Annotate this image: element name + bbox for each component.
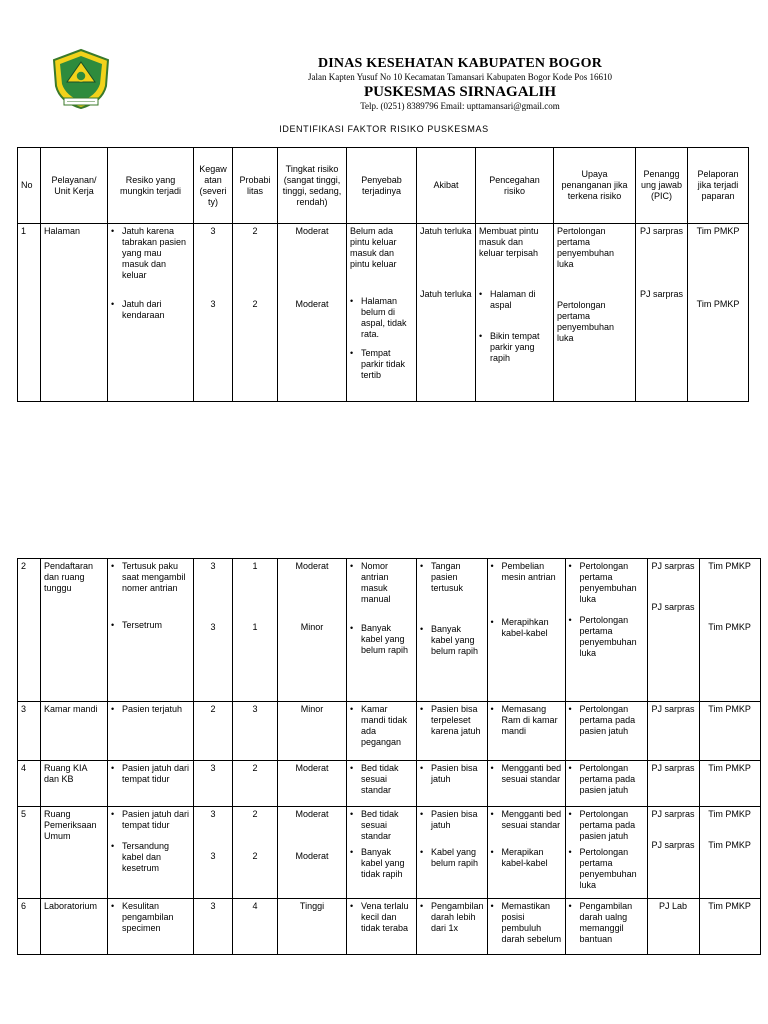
col-header-risk: Resiko yang mungkin terjadi — [108, 148, 194, 224]
list-item: • Pasien jatuh dari tempat tidur — [111, 763, 190, 784]
pic-text: PJ sarpras — [651, 809, 695, 819]
pic-text: PJ sarpras — [647, 761, 699, 807]
table-row — [18, 899, 761, 955]
pic-text: PJ sarpras — [651, 561, 695, 571]
list-item: • Pengambilan darah lebih dari 1x — [420, 901, 484, 933]
list-item: • Pasien bisa terpeleset karena jatuh — [420, 704, 481, 736]
list-item: • Tersetrum — [111, 620, 163, 630]
risk-level: Moderat — [295, 561, 329, 571]
table-row — [18, 224, 749, 402]
report-text: Tim PMKP — [708, 809, 751, 819]
risk-table-part-1 — [17, 147, 749, 402]
severity-value: 3 — [210, 809, 216, 819]
table-row — [18, 559, 761, 702]
list-item: • Tangan pasien tertusuk — [420, 561, 464, 593]
list-item: • Banyak kabel yang belum rapih — [420, 624, 479, 656]
row-no: 6 — [18, 899, 41, 955]
list-item: • Kabel yang belum rapih — [420, 847, 479, 868]
list-item: • Tersandung kabel dan kesetrum — [111, 841, 170, 873]
col-header-effect: Akibat — [417, 148, 476, 224]
report-text: Tim PMKP — [696, 299, 740, 309]
list-item: • Pengambilan darah ualng memanggil bantuan — [568, 901, 633, 944]
severity-value: 2 — [194, 702, 233, 761]
probability-value: 2 — [252, 851, 258, 861]
report-text: Tim PMKP — [708, 840, 751, 850]
severity-value: 3 — [210, 561, 216, 571]
list-item: • Pertolongan pertama pada pasien jatuh — [568, 763, 636, 795]
list-item: • Mengganti bed sesuai standar — [490, 763, 562, 784]
puskesmas-logo — [50, 48, 112, 110]
list-item: • Pasien terjatuh — [111, 704, 183, 714]
severity-value: 3 — [210, 851, 216, 861]
list-item: • Jatuh karena tabrakan pasien yang mau masuk dan keluar — [111, 226, 187, 280]
probability-value: 1 — [252, 622, 258, 632]
report-text: Tim PMKP — [708, 622, 751, 632]
list-item: • Pertolongan pertama pada pasien jatuh — [568, 809, 636, 841]
pic-text: PJ sarpras — [651, 840, 695, 850]
row-no: 2 — [18, 559, 41, 702]
list-item: • Tempat parkir tidak tertib — [350, 348, 406, 380]
row-unit: Laboratorium — [41, 899, 108, 955]
effect-text: Jatuh terluka — [420, 289, 472, 299]
risk-level: Minor — [300, 622, 324, 632]
probability-value: 2 — [252, 299, 258, 309]
probability-value: 2 — [252, 809, 258, 819]
list-item: • Tertusuk paku saat mengambil nomer antrian — [111, 561, 186, 593]
row-unit: Pendaftaran dan ruang tunggu — [41, 559, 108, 702]
pic-text: PJ sarpras — [639, 226, 683, 236]
puskesmas-name: PUSKESMAS SIRNAGALIH — [363, 84, 557, 100]
list-item: • Kesulitan pengambilan specimen — [111, 901, 174, 933]
list-item: • Halaman di aspal — [479, 289, 536, 310]
probability-value: 1 — [252, 561, 258, 571]
list-item: • Mengganti bed sesuai standar — [490, 809, 562, 830]
col-header-report: Pelaporan jika terjadi paparan — [688, 148, 749, 224]
list-item: • Banyak kabel yang belum rapih — [350, 623, 409, 655]
report-text: Tim PMKP — [699, 702, 760, 761]
list-item: • Pasien bisa jatuh — [420, 763, 478, 784]
contact-info: Telp. (0251) 8389796 Email: upttamansari@gmail.com — [360, 101, 560, 111]
risk-level: Moderat — [295, 851, 329, 861]
row-unit: Ruang KIA dan KB — [41, 761, 108, 807]
list-item: • Merapihkan kabel-kabel — [490, 617, 549, 638]
probability-value: 3 — [233, 702, 278, 761]
cause-text: Belum ada pintu keluar masuk dan pintu keluar — [350, 226, 397, 269]
pic-text: PJ sarpras — [639, 289, 683, 299]
pic-text: PJ sarpras — [651, 602, 695, 612]
effect-text: Jatuh terluka — [420, 226, 472, 236]
row-unit: Kamar mandi — [41, 702, 108, 761]
row-no: 4 — [18, 761, 41, 807]
row-no: 5 — [18, 807, 41, 899]
list-item: • Kamar mandi tidak ada pegangan — [350, 704, 408, 747]
list-item: • Pertolongan pertama penyembuhan luka — [568, 561, 637, 604]
probability-value: 2 — [233, 761, 278, 807]
report-text: Tim PMKP — [699, 761, 760, 807]
col-header-cause: Penyebab terjadinya — [347, 148, 417, 224]
col-header-level: Tingkat risiko (sangat tinggi, tinggi, sedang, rendah) — [278, 148, 347, 224]
table-header-row — [18, 148, 749, 224]
pic-text: PJ Lab — [647, 899, 699, 955]
risk-level: Minor — [278, 702, 347, 761]
table-row — [18, 702, 761, 761]
severity-value: 3 — [210, 226, 216, 236]
list-item: • Nomor antrian masuk manual — [350, 561, 391, 604]
list-item: • Pertolongan pertama penyembuhan luka — [568, 615, 637, 658]
list-item: • Merapikan kabel-kabel — [490, 847, 548, 868]
risk-level: Moderat — [295, 299, 329, 309]
row-unit: Ruang Pemeriksaan Umum — [41, 807, 108, 899]
severity-value: 3 — [210, 299, 216, 309]
severity-value: 3 — [194, 761, 233, 807]
prevention-text: Membuat pintu masuk dan keluar terpisah — [479, 226, 539, 258]
report-text: Tim PMKP — [699, 899, 760, 955]
agency-address: Jalan Kapten Yusuf No 10 Kecamatan Tamansari Kabupaten Bogor Kode Pos 16610 — [307, 72, 613, 82]
row-no: 1 — [18, 224, 41, 402]
risk-level: Moderat — [295, 226, 329, 236]
list-item: • Jatuh dari kendaraan — [111, 299, 165, 320]
probability-value: 2 — [252, 226, 258, 236]
table-row — [18, 761, 761, 807]
col-header-severity: Kegaw atan (severi ty) — [194, 148, 233, 224]
col-header-handling: Upaya penanganan jika terkena risiko — [554, 148, 636, 224]
risk-level: Moderat — [295, 809, 329, 819]
list-item: • Bed tidak sesuai standar — [350, 809, 399, 841]
list-item: • Bikin tempat parkir yang rapih — [479, 331, 540, 363]
risk-level: Tinggi — [278, 899, 347, 955]
handling-text: Pertolongan pertama penyembuhan luka — [557, 300, 615, 343]
handling-text: Pertolongan pertama penyembuhan luka — [557, 226, 615, 269]
list-item: • Pertolongan pertama pada pasien jatuh — [568, 704, 636, 736]
document-title: IDENTIFIKASI FAKTOR RISIKO PUSKESMAS — [279, 124, 489, 134]
report-text: Tim PMKP — [696, 226, 740, 236]
row-no: 3 — [18, 702, 41, 761]
col-header-unit: Pelayanan/ Unit Kerja — [41, 148, 108, 224]
risk-table-part-2 — [17, 558, 761, 955]
list-item: • Pembelian mesin antrian — [490, 561, 556, 582]
list-item: • Banyak kabel yang tidak rapih — [350, 847, 405, 879]
col-header-no: No — [18, 148, 41, 224]
row-unit: Halaman — [41, 224, 108, 402]
col-header-probability: Probabi litas — [233, 148, 278, 224]
table-row — [18, 807, 761, 899]
list-item: • Memasang Ram di kamar mandi — [490, 704, 558, 736]
list-item: • Bed tidak sesuai standar — [350, 763, 399, 795]
col-header-prevention: Pencegahan risiko — [476, 148, 554, 224]
list-item: • Pertolongan pertama penyembuhan luka — [568, 847, 637, 890]
risk-level: Moderat — [278, 761, 347, 807]
agency-name: DINAS KESEHATAN KABUPATEN BOGOR — [317, 56, 603, 71]
list-item: • Memastikan posisi pembuluh darah sebelum — [490, 901, 562, 944]
list-item: • Pasien jatuh dari tempat tidur — [111, 809, 190, 830]
col-header-pic: Penangg ung jawab (PIC) — [636, 148, 688, 224]
severity-value: 3 — [194, 899, 233, 955]
probability-value: 4 — [233, 899, 278, 955]
list-item: • Pasien bisa jatuh — [420, 809, 478, 830]
severity-value: 3 — [210, 622, 216, 632]
list-item: • Vena terlalu kecil dan tidak teraba — [350, 901, 409, 933]
report-text: Tim PMKP — [708, 561, 751, 571]
pic-text: PJ sarpras — [647, 702, 699, 761]
list-item: • Halaman belum di aspal, tidak rata. — [350, 296, 407, 339]
